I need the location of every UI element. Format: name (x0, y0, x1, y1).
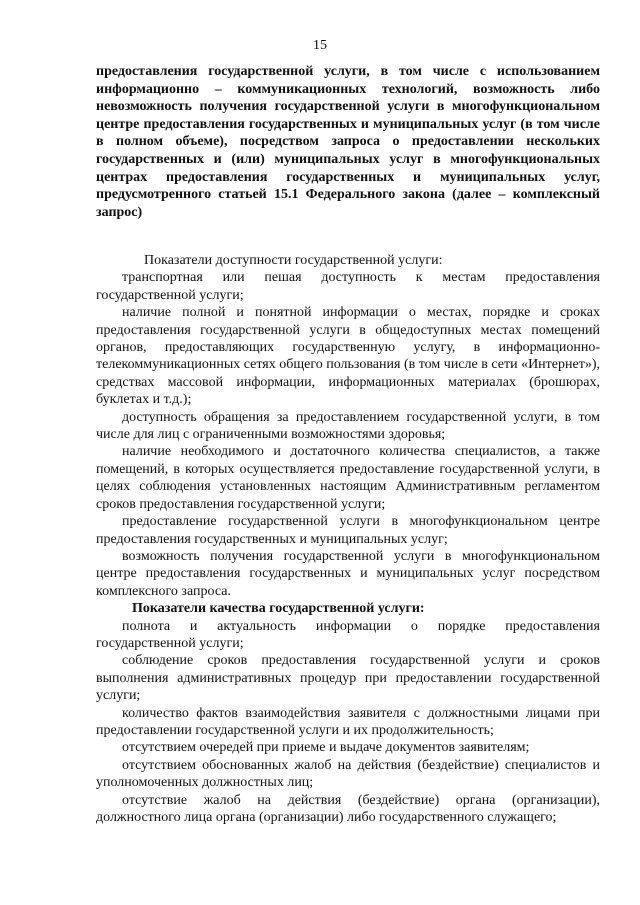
quality-item: отсутствием очередей при приеме и выдаче документов заявителям; (122, 740, 530, 756)
quality-item: отсутствие жалоб на действия (бездействие) органа (организации), должностного лица органа (организации) либо государственного служащего; (96, 792, 600, 825)
quality-item: отсутствием обоснованных жалоб на действия (бездействие) специалистов и уполномоченных должностных лиц; (96, 757, 600, 791)
accessibility-item: наличие полной и понятной информации о местах, порядке и сроках предоставления государственной услуги в общедоступных местах помещений органов, предоставляющих государственную услугу, в информационно-телекоммуникационных сетях общего пользования (в том числе в сети «Интернет»), средствах массовой информации, информационных материалах (брошюрах, буклетах и т.д.); (96, 305, 600, 408)
accessibility-item: транспортная или пешая доступность к местам предоставления государственной услуги; (96, 270, 600, 303)
quality-item: количество фактов взаимодействия заявителя с должностными лицами при предоставлении государственной услуги и их продолжительность; (96, 705, 600, 738)
accessibility-item: наличие необходимого и достаточного количества специалистов, а также помещений, в которых осуществляется предоставление государственной услуги, в целях соблюдения установленных настоящим Административным регламентом сроков предоставления государственной услуги; (96, 444, 600, 512)
accessibility-item: доступность обращения за предоставлением государственной услуги, в том числе для лиц с ограниченными возможностями здоровья; (96, 409, 600, 443)
quality-item: соблюдение сроков предоставления государственной услуги и сроков выполнения административных процедур при предоставлении государственной услуги; (96, 653, 600, 704)
quality-item: полнота и актуальность информации о порядке предоставления государственной услуги; (96, 618, 600, 651)
page-number: 15 (313, 38, 327, 53)
accessibility-item: предоставление государственной услуги в многофункциональном центре предоставления государственных и муниципальных услуг; (96, 514, 600, 547)
intro-paragraph: предоставления государственной услуги, в том числе с использованием информационно – коммуникационных технологий, возможность либо невозможность получения государственной услуги в многофункциональном центре предоставления государственных и муниципальных услуг (в том числе в полном объеме), посредством запроса о предоставлении нескольких государственных и (или) муниципальных услуг в многофункциональных центрах предоставления государственных и муниципальных услуг, предусмотренного статьей 15.1 Федерального закона (далее – комплексный запрос) (96, 64, 600, 220)
accessibility-item: возможность получения государственной услуги в многофункциональном центре предоставления государственных и муниципальных услуг посредством комплексного запроса. (96, 548, 600, 599)
document-body (96, 252, 600, 826)
accessibility-heading: Показатели доступности государственной услуги: (144, 253, 443, 268)
quality-heading: Показатели качества государственной услуги: (132, 601, 425, 617)
